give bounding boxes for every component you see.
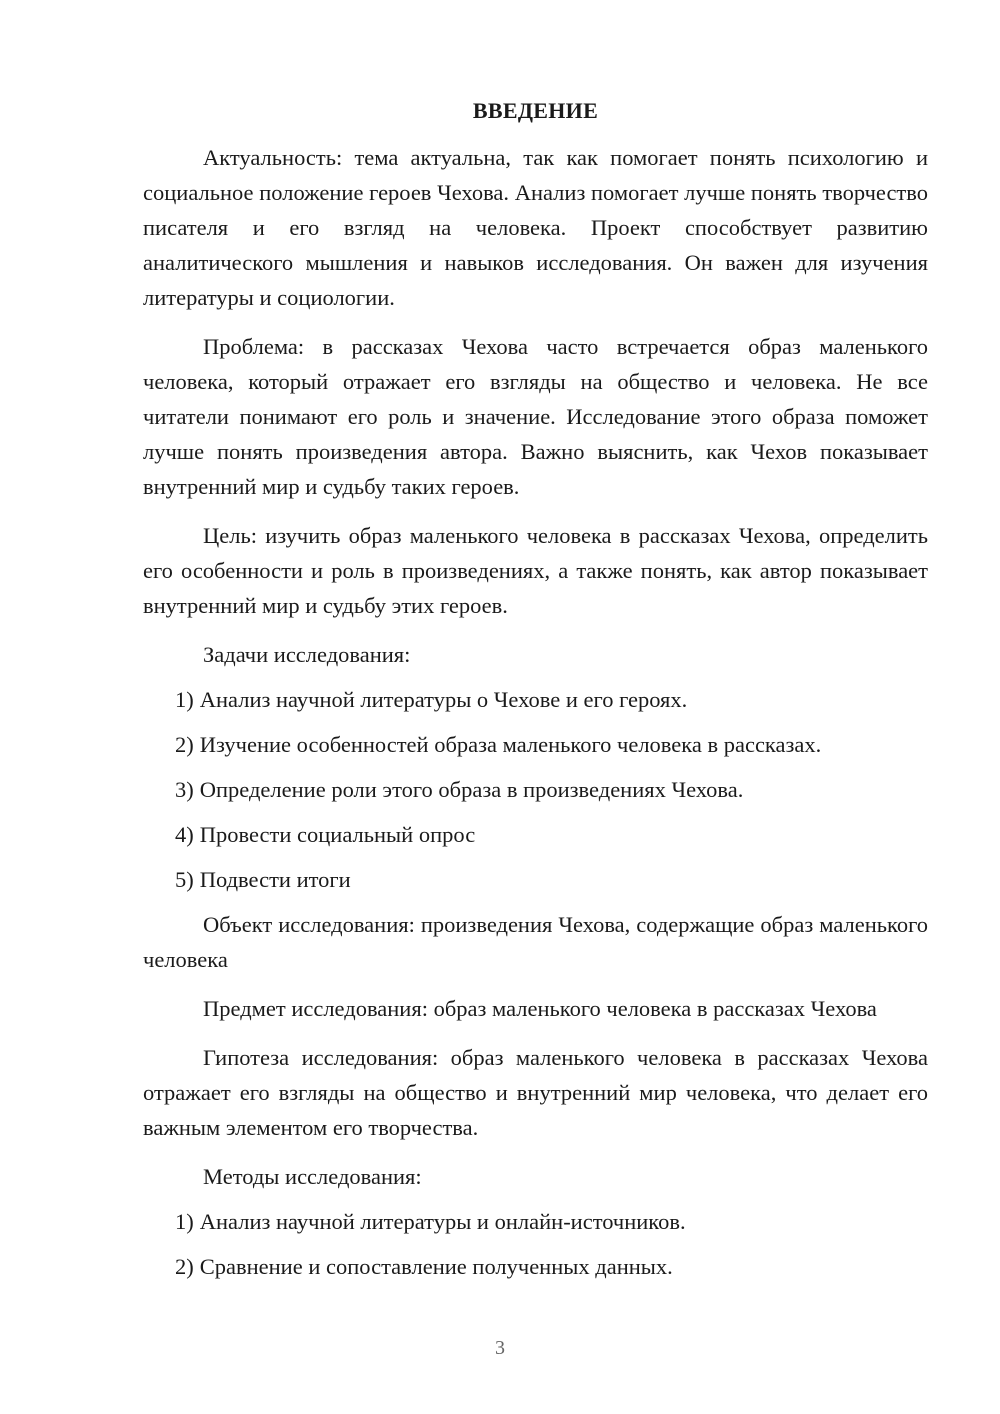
tasks-list — [143, 682, 928, 897]
task-text: Определение роли этого образа в произведениях Чехова. — [199, 777, 744, 802]
method-text: Сравнение и сопоставление полученных данных. — [199, 1254, 673, 1279]
relevance-paragraph: Актуальность: тема актуальна, так как помогает понять психологию и социальное положение героев Чехова. Анализ помогает лучше понять творчество писателя и его взгляд на человека. Проект способствует развитию аналитического мышления и навыков исследования. Он важен для изучения литературы и социологии. — [143, 145, 928, 310]
page-number: 3 — [495, 1337, 505, 1359]
goal-paragraph: Цель: изучить образ маленького человека в рассказах Чехова, определить его особенности и роль в произведениях, а также понять, как автор показывает внутренний мир и судьбу этих героев. — [143, 523, 928, 618]
object-paragraph: Объект исследования: произведения Чехова, содержащие образ маленького человека — [143, 912, 928, 972]
page-content — [143, 96, 928, 1294]
subject-paragraph: Предмет исследования: образ маленького человека в рассказах Чехова — [203, 996, 877, 1021]
method-item — [143, 1204, 928, 1239]
tasks-heading: Задачи исследования: — [203, 642, 411, 667]
task-number: 3) — [175, 777, 194, 802]
hypothesis-paragraph: Гипотеза исследования: образ маленького человека в рассказах Чехова отражает его взгляды на общество и внутренний мир человека, что делает его важным элементом его творчества. — [143, 1045, 928, 1140]
method-number: 1) — [175, 1209, 194, 1234]
task-number: 1) — [175, 687, 194, 712]
task-number: 4) — [175, 822, 194, 847]
task-text: Изучение особенностей образа маленького человека в рассказах. — [199, 732, 822, 757]
task-text: Анализ научной литературы о Чехове и его героях. — [199, 687, 688, 712]
task-item — [143, 817, 928, 852]
method-text: Анализ научной литературы и онлайн-источников. — [199, 1209, 686, 1234]
task-text: Подвести итоги — [199, 867, 351, 892]
methods-heading: Методы исследования: — [203, 1164, 422, 1189]
page-title: ВВЕДЕНИЕ — [472, 98, 599, 123]
task-text: Провести социальный опрос — [199, 822, 476, 847]
task-item — [143, 727, 928, 762]
task-number: 5) — [175, 867, 194, 892]
task-item — [143, 682, 928, 717]
problem-paragraph: Проблема: в рассказах Чехова часто встречается образ маленького человека, который отражает его взгляды на общество и человека. Не все читатели понимают его роль и значение. Исследование этого образа поможет лучше понять произведения автора. Важно выяснить, как Чехов показывает внутренний мир и судьбу таких героев. — [143, 334, 928, 499]
task-item — [143, 772, 928, 807]
task-item — [143, 862, 928, 897]
methods-list — [143, 1204, 928, 1284]
method-item — [143, 1249, 928, 1284]
task-number: 2) — [175, 732, 194, 757]
method-number: 2) — [175, 1254, 194, 1279]
